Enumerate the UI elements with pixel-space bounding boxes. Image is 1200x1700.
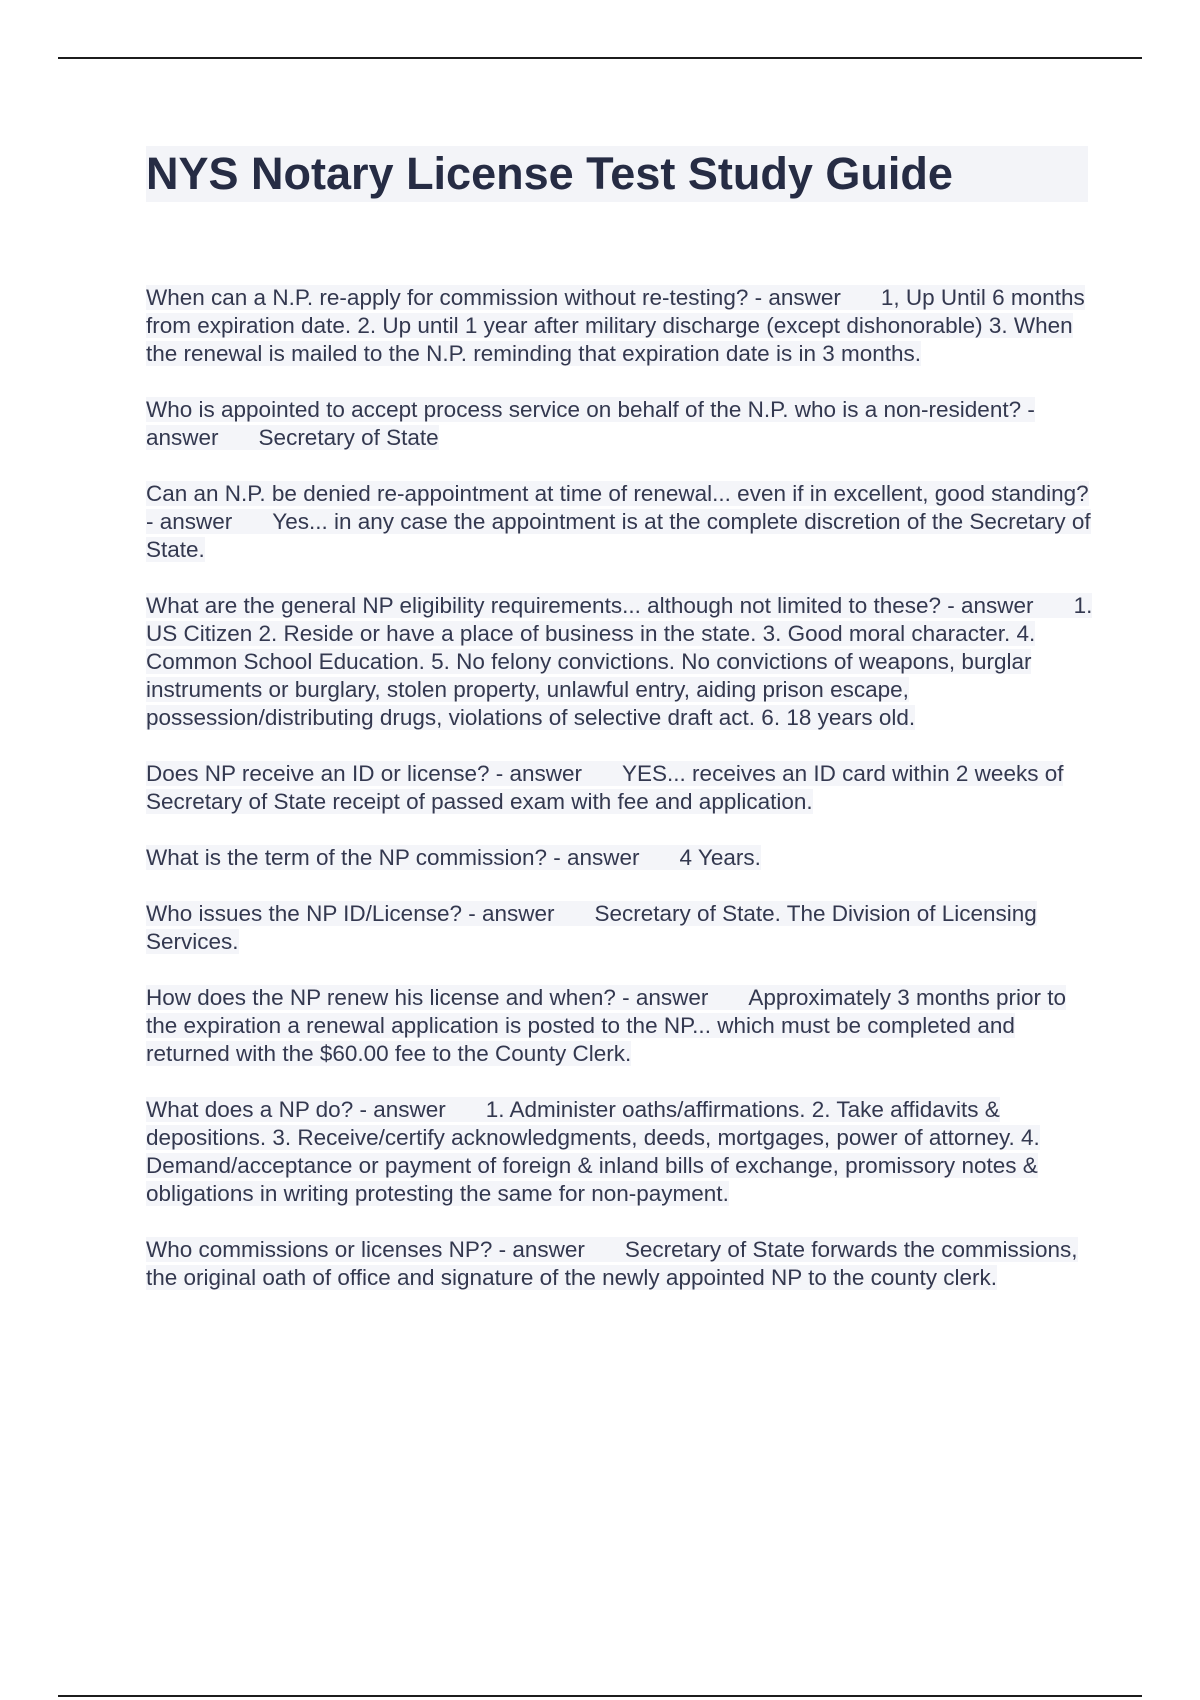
question-text: Who issues the NP ID/License? - answer xyxy=(146,901,555,926)
footer-rule xyxy=(58,1695,1142,1697)
qa-text xyxy=(146,1237,1078,1290)
qa-text xyxy=(146,901,1037,954)
list-item xyxy=(146,592,1096,732)
question-text: What is the term of the NP commission? - answer xyxy=(146,845,640,870)
answer-text: YES... receives an ID card within 2 weeks of Secretary of State receipt of passed exam with fee and application. xyxy=(146,761,1064,814)
qa-text xyxy=(146,481,1091,562)
list-item xyxy=(146,1236,1096,1292)
question-text: Who is appointed to accept process service on behalf of the N.P. who is a non-resident? - answer xyxy=(146,397,1035,450)
question-text: What does a NP do? - answer xyxy=(146,1097,446,1122)
list-item xyxy=(146,480,1096,564)
answer-text: 4 Years. xyxy=(679,845,761,870)
list-item xyxy=(146,984,1096,1068)
list-item xyxy=(146,396,1096,452)
qa-text xyxy=(146,761,1063,814)
question-text: Can an N.P. be denied re-appointment at time of renewal... even if in excellent, good standing? - answer xyxy=(146,481,1089,534)
qa-text xyxy=(146,593,1092,730)
question-text: How does the NP renew his license and when? - answer xyxy=(146,985,709,1010)
list-item xyxy=(146,900,1096,956)
answer-text: Secretary of State. The Division of Licensing Services. xyxy=(146,901,1037,954)
answer-text: Secretary of State forwards the commissions, the original oath of office and signature of the newly appointed NP to the county clerk. xyxy=(146,1237,1078,1290)
qa-list xyxy=(146,284,1096,1320)
header-rule xyxy=(58,57,1142,59)
answer-text: 1. Administer oaths/affirmations. 2. Take affidavits & depositions. 3. Receive/certify acknowledgments, deeds, mortgages, power of attorney. 4. Demand/acceptance or payment of foreign & inland bills of exchange, promissory notes & obligations in writing protesting the same for non-payment. xyxy=(146,1097,1040,1206)
qa-text xyxy=(146,1097,1040,1206)
question-text: Who commissions or licenses NP? - answer xyxy=(146,1237,585,1262)
question-text: What are the general NP eligibility requirements... although not limited to these? - answer xyxy=(146,593,1034,618)
answer-text: Secretary of State xyxy=(258,425,439,450)
qa-text xyxy=(146,845,761,870)
answer-text: Approximately 3 months prior to the expiration a renewal application is posted to the NP... which must be completed and returned with the $60.00 fee to the County Clerk. xyxy=(146,985,1067,1066)
list-item xyxy=(146,1096,1096,1208)
qa-text xyxy=(146,397,1035,450)
answer-text: 1. US Citizen 2. Reside or have a place of business in the state. 3. Good moral character. 4. Common School Education. 5. No felony convictions. No convictions of weapons, burglar instruments or burglary, stolen property, unlawful entry, aiding prison escape, possession/distributing drugs, violations of selective draft act. 6. 18 years old. xyxy=(146,593,1093,730)
question-text: Does NP receive an ID or license? - answer xyxy=(146,761,583,786)
list-item xyxy=(146,760,1096,816)
answer-text: 1, Up Until 6 months from expiration date. 2. Up until 1 year after military discharge (except dishonorable) 3. When the renewal is mailed to the N.P. reminding that expiration date is in 3 months. xyxy=(146,285,1085,366)
question-text: When can a N.P. re-apply for commission without re-testing? - answer xyxy=(146,285,841,310)
qa-text xyxy=(146,285,1085,366)
page-title: NYS Notary License Test Study Guide xyxy=(146,146,1088,202)
answer-text: Yes... in any case the appointment is at the complete discretion of the Secretary of State. xyxy=(146,509,1091,562)
list-item xyxy=(146,284,1096,368)
list-item xyxy=(146,844,1096,872)
qa-text xyxy=(146,985,1066,1066)
